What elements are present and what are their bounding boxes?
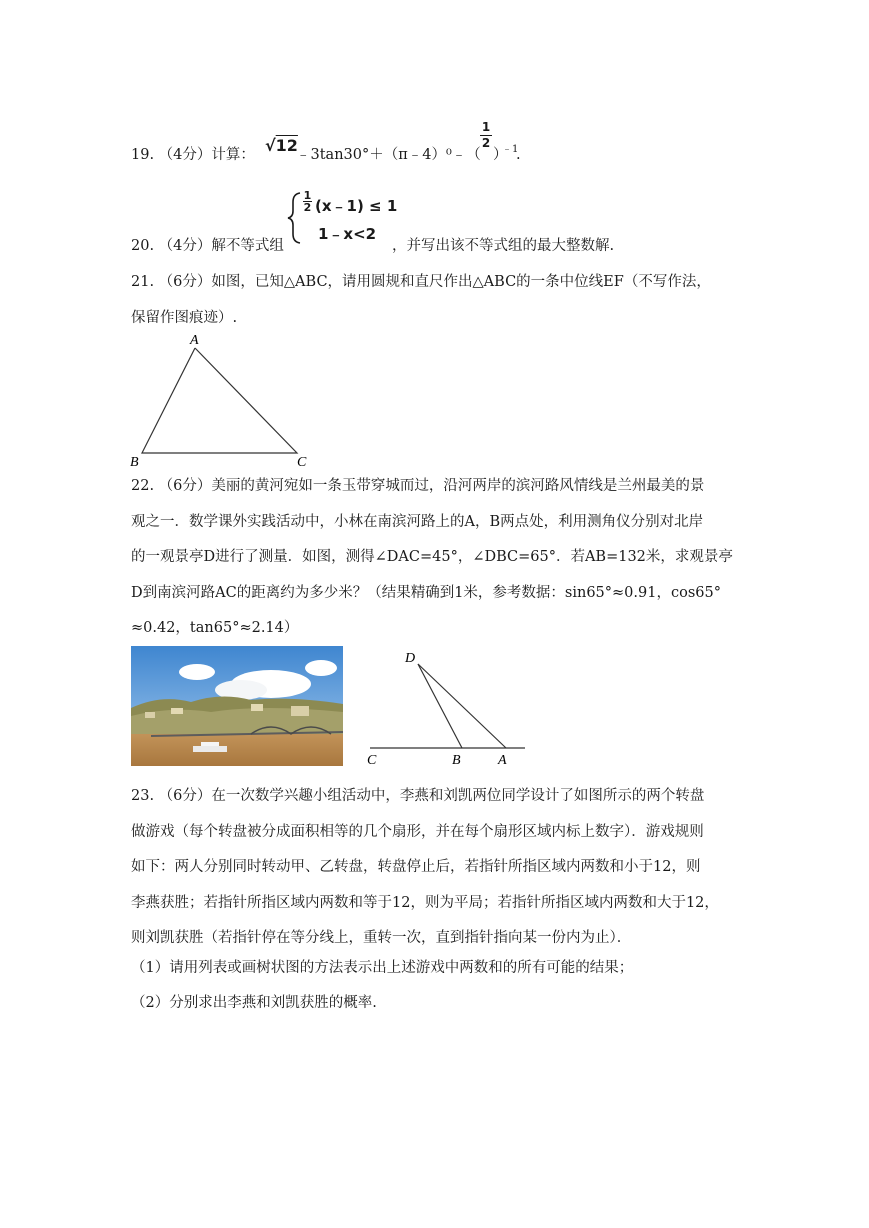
- observation-figure: [360, 642, 530, 770]
- q19-lead: 计算：: [211, 147, 255, 163]
- segment-db: [418, 664, 462, 748]
- question-23: [131, 779, 741, 957]
- q21-line-2: 保留作图痕迹）.: [131, 309, 238, 326]
- q19-score: （4分）: [158, 147, 212, 163]
- q20-score: （4分）: [158, 238, 212, 254]
- sqrt-12: √12: [265, 136, 298, 155]
- sqrt-radicand: 12: [275, 136, 298, 155]
- q20-tail: ，并写出该不等式组的最大整数解.: [392, 238, 615, 254]
- label-d: D: [405, 651, 416, 666]
- q19-period: .: [516, 147, 521, 163]
- q23-line-4: 李燕获胜；若指针所指区域内两数和等于12，则为平局；若指针所指区域内两数和大于12，: [131, 894, 719, 911]
- q19-close-paren: ）: [493, 147, 508, 163]
- label-b2: B: [452, 753, 461, 768]
- q19-expression: ﹣3tan30°＋（π﹣4）⁰﹣（: [296, 147, 481, 163]
- label-c2: C: [367, 753, 377, 768]
- q22-line-4: D到南滨河路AC的距离约为多少米？（结果精确到1米，参考数据：sin65°≈0.91，cos65°: [131, 584, 721, 601]
- ineq1-fraction: 1 2: [303, 189, 312, 214]
- q20-number: 20.: [131, 238, 155, 254]
- label-a2: A: [498, 753, 507, 768]
- q19-fraction: [480, 121, 492, 150]
- q22-line-5: ≈0.42，tan65°≈2.14）: [131, 620, 299, 636]
- q23-line-5: 则刘凯获胜（若指针停在等分线上，重转一次，直到指针指向某一份内为止）．: [131, 930, 632, 946]
- q23-subquestion-2: （2）分别求出李燕和刘凯获胜的概率.: [131, 995, 377, 1011]
- q23-line-3: 如下：两人分别同时转动甲、乙转盘，转盘停止后，若指针所指区域内两数和小于12，则: [131, 859, 701, 875]
- yellow-river-photo: [131, 646, 343, 766]
- frac-numerator: 1: [481, 120, 491, 134]
- frac-denominator: 2: [481, 136, 491, 150]
- ineq1-expression: (x﹣1) ≤ 1: [315, 197, 398, 215]
- label-c: C: [297, 455, 307, 470]
- label-a: A: [190, 333, 199, 348]
- q22-line-3: 的一观景亭D进行了测量．如图，测得∠DAC=45°，∠DBC=65°．若AB=132米，求观景亭: [131, 549, 733, 565]
- triangle-abc-figure: [125, 330, 325, 470]
- ineq2-expression: 1﹣x<2: [318, 225, 377, 243]
- q23-line-2: 做游戏（每个转盘被分成面积相等的几个扇形，并在每个扇形区域内标上数字）．游戏规则: [131, 823, 704, 840]
- q19-exponent: ﹣1: [502, 144, 519, 155]
- q22-line-2: 观之一．数学课外实践活动中，小林在南滨河路上的A，B两点处，利用测角仪分别对北岸: [131, 513, 704, 530]
- question-21: [131, 265, 741, 336]
- segment-da: [418, 664, 506, 748]
- q23-subquestion-1: （1）请用列表或画树状图的方法表示出上述游戏中两数和的所有可能的结果；: [131, 960, 634, 976]
- q21-line-1: 21. （6分）如图，已知△ABC，请用圆规和直尺作出△ABC的一条中位线EF（不写作法，: [131, 274, 711, 290]
- q23-line-1: 23. （6分）在一次数学兴趣小组活动中，李燕和刘凯两位同学设计了如图所示的两个转盘: [131, 788, 705, 804]
- q20-lead: 解不等式组: [211, 238, 284, 254]
- label-b: B: [130, 455, 139, 470]
- q22-line-1: 22. （6分）美丽的黄河宛如一条玉带穿城而过，沿河两岸的滨河路风情线是兰州最美的景: [131, 478, 705, 494]
- triangle-abc: [142, 348, 297, 453]
- question-22: [131, 469, 741, 647]
- q19-number: 19.: [131, 147, 155, 163]
